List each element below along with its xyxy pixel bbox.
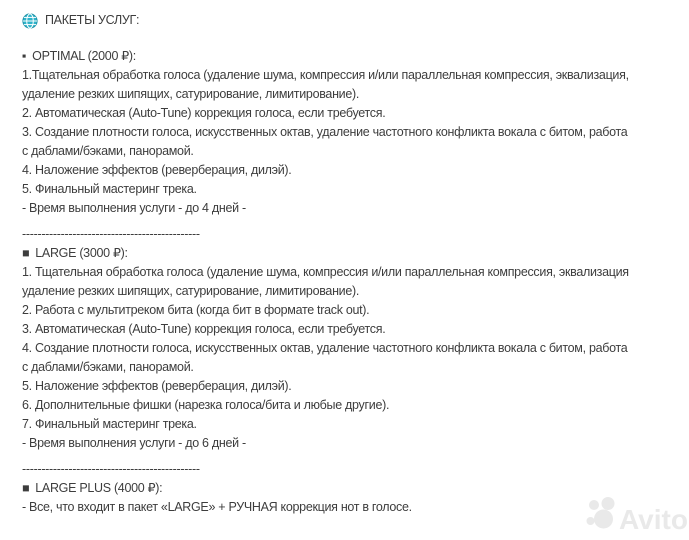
package-line: 2. Автоматическая (Auto-Tune) коррекция голоса, если требуется.: [22, 106, 386, 120]
package-line: 3. Автоматическая (Auto-Tune) коррекция голоса, если требуется.: [22, 322, 386, 336]
square-bullet-icon: ▪: [22, 49, 27, 63]
package-line: 7. Финальный мастеринг трека.: [22, 417, 197, 431]
page-header: [22, 11, 673, 30]
package-line: 5. Финальный мастеринг трека.: [22, 182, 197, 196]
package-line: - Время выполнения услуги - до 6 дней -: [22, 436, 246, 450]
package-line: - Время выполнения услуги - до 4 дней -: [22, 201, 246, 215]
square-bullet-icon: ■: [22, 481, 30, 495]
section-separator: ----------------------------------------------: [22, 227, 200, 241]
package-line: с даблами/бэками, панорамой.: [22, 360, 194, 374]
page-title: ПАКЕТЫ УСЛУГ:: [45, 13, 140, 27]
package-title: [22, 47, 673, 66]
package-line: 3. Создание плотности голоса, искусственных октав, удаление частотного конфликта вокала с битом, работа: [22, 125, 628, 139]
package-line: 6. Дополнительные фишки (нарезка голоса/бита и любые другие).: [22, 398, 390, 412]
package-title-text: LARGE PLUS (4000 ₽):: [35, 481, 163, 495]
package-title-text: OPTIMAL (2000 ₽):: [32, 49, 136, 63]
package-title: [22, 244, 673, 263]
package-title: [22, 479, 673, 498]
package-line: 4. Создание плотности голоса, искусственных октав, удаление частотного конфликта вокала с битом, работа: [22, 341, 628, 355]
package-line: 1.Тщательная обработка голоса (удаление шума, компрессия и/или параллельная компрессия, эквализация,: [22, 68, 629, 82]
package-section-large: [22, 244, 673, 453]
package-line: 1. Тщательная обработка голоса (удаление шума, компрессия и/или параллельная компрессия, эквализация: [22, 265, 629, 279]
package-line: 5. Наложение эффектов (реверберация, дилэй).: [22, 379, 292, 393]
package-line: - Все, что входит в пакет «LARGE» + РУЧНАЯ коррекция нот в голосе.: [22, 500, 412, 514]
package-section-optimal: [22, 47, 673, 218]
package-section-large-plus: [22, 479, 673, 517]
package-line: удаление резких шипящих, сатурирование, лимитирование).: [22, 87, 360, 101]
package-line: с даблами/бэками, панорамой.: [22, 144, 194, 158]
package-title-text: LARGE (3000 ₽):: [35, 246, 128, 260]
package-line: удаление резких шипящих, сатурирование, лимитирование).: [22, 284, 360, 298]
avito-wordmark: Avito: [619, 504, 687, 535]
package-line: 4. Наложение эффектов (реверберация, дилэй).: [22, 163, 292, 177]
section-separator: ----------------------------------------------: [22, 462, 200, 476]
square-bullet-icon: ■: [22, 246, 30, 260]
globe-icon: [22, 13, 38, 29]
package-line: 2. Работа с мультитреком бита (когда бит в формате track out).: [22, 303, 370, 317]
